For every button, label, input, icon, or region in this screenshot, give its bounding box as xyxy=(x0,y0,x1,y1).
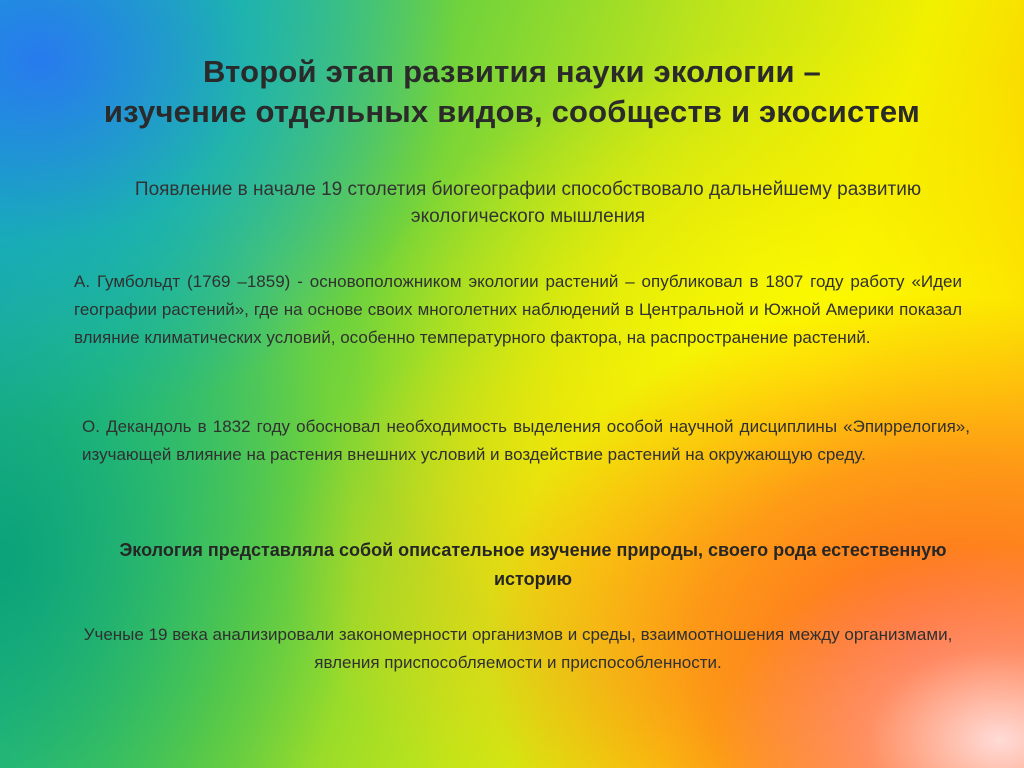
slide-subtitle: Появление в начале 19 столетия биогеографии способствовало дальнейшему развитию экологического мышления xyxy=(134,179,922,227)
slide-title-line-2: изучение отдельных видов, сообществ и экосистем xyxy=(103,94,921,129)
slide-title xyxy=(0,52,1024,132)
ecology-statement: Экология представляла собой описательное изучение природы, своего рода естественную историю xyxy=(119,540,947,589)
decandolle-paragraph: О. Декандоль в 1832 году обосновал необходимость выделения особой научной дисциплины «Эпиррелогия», изучающей влияние на растения внешних условий и воздействие растений на окружающую среду. xyxy=(82,417,970,464)
humboldt-paragraph: А. Гумбольдт (1769 –1859) - основоположником экологии растений – опубликовал в 1807 году работу «Идеи географии растений», где на основе своих многолетних наблюдений в Центральной и Южной Америки показал влияние климатических условий, особенно температурного фактора, на распространение растений. xyxy=(74,272,962,347)
closing-paragraph: Ученые 19 века анализировали закономерности организмов и среды, взаимоотношения между организмами, явления приспособляемости и приспособленности. xyxy=(83,625,953,672)
slide-title-line-1: Второй этап развития науки экологии – xyxy=(203,54,821,89)
